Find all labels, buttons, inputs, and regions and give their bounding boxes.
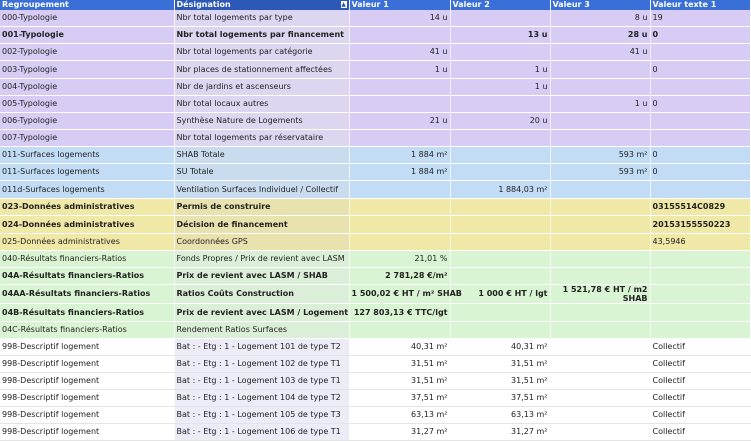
cell-designation[interactable]	[174, 181, 349, 199]
cell-regroupement-text: 04A-Résultats financiers-Ratios	[2, 271, 145, 280]
cell-valeur-2[interactable]	[450, 216, 550, 234]
cell-valeur-texte-1[interactable]	[650, 181, 750, 199]
cell-valeur-3-text: 28 u	[627, 30, 648, 39]
table-row[interactable]	[0, 44, 750, 61]
cell-designation-text: Rendement Ratios Surfaces	[176, 325, 288, 334]
cell-valeur-texte-1-text: Collectif	[652, 359, 685, 368]
cell-valeur-texte-1[interactable]	[650, 216, 750, 234]
cell-valeur-1[interactable]	[349, 96, 450, 113]
cell-valeur-1[interactable]	[349, 322, 450, 339]
cell-valeur-texte-1[interactable]	[650, 373, 750, 390]
cell-regroupement[interactable]	[0, 147, 174, 164]
cell-regroupement[interactable]	[0, 424, 174, 441]
cell-designation-text: Ventilation Surfaces Individuel / Collectif	[176, 184, 339, 194]
cell-designation-text: Nbr de jardins et ascenseurs	[176, 82, 291, 91]
table-row[interactable]	[0, 356, 750, 373]
cell-regroupement-text: 998-Descriptif logement	[2, 410, 100, 419]
cell-valeur-texte-1[interactable]	[650, 285, 750, 304]
cell-valeur-3[interactable]	[550, 164, 650, 181]
cell-valeur-texte-1-text: Collectif	[652, 427, 685, 436]
cell-designation-text: Nbr total logements par réservataire	[176, 133, 324, 142]
column-header-designation-label: Désignation	[176, 0, 231, 9]
cell-regroupement-text: 04C-Résultats financiers-Ratios	[2, 325, 127, 334]
cell-valeur-1[interactable]	[349, 407, 450, 424]
cell-valeur-2[interactable]	[450, 373, 550, 390]
column-header-valeur-texte-1[interactable]: Valeur texte 1	[650, 0, 750, 10]
table-row[interactable]	[0, 285, 750, 304]
cell-valeur-3[interactable]	[550, 234, 650, 251]
cell-valeur-texte-1[interactable]	[650, 164, 750, 181]
cell-valeur-texte-1[interactable]	[650, 339, 750, 356]
cell-valeur-1[interactable]	[349, 44, 450, 61]
cell-valeur-3[interactable]	[550, 356, 650, 373]
table-row[interactable]	[0, 304, 750, 322]
cell-valeur-1-text: 37,51 m²	[411, 393, 448, 402]
cell-valeur-3-text: 593 m²	[618, 167, 648, 176]
cell-valeur-texte-1[interactable]	[650, 424, 750, 441]
cell-valeur-texte-1[interactable]	[650, 390, 750, 407]
cell-designation-text: Bat : - Etg : 1 - Logement 105 de type T3	[176, 410, 341, 419]
cell-valeur-1[interactable]	[349, 10, 450, 27]
cell-regroupement-text: 006-Typologie	[2, 116, 58, 125]
cell-valeur-1-text: 31,27 m²	[411, 427, 448, 436]
table-row[interactable]	[0, 130, 750, 147]
cell-designation[interactable]	[174, 285, 349, 304]
table-row[interactable]	[0, 164, 750, 181]
cell-valeur-2[interactable]	[450, 251, 550, 268]
cell-designation-text: SHAB Totale	[176, 150, 225, 159]
cell-designation-text: Synthèse Nature de Logements	[176, 116, 303, 125]
cell-valeur-1[interactable]	[349, 181, 450, 199]
cell-valeur-texte-1[interactable]	[650, 199, 750, 216]
cell-valeur-2[interactable]	[450, 181, 550, 199]
cell-valeur-3[interactable]	[550, 216, 650, 234]
cell-valeur-2-text: 63,13 m²	[511, 410, 548, 419]
cell-valeur-3[interactable]	[550, 424, 650, 441]
cell-valeur-1-text: 2 781,28 €/m²	[385, 271, 448, 280]
cell-valeur-3[interactable]	[550, 10, 650, 27]
cell-regroupement[interactable]	[0, 268, 174, 285]
cell-valeur-2-text: 37,51 m²	[511, 393, 548, 402]
cell-valeur-2-text: 1 000 € HT / lgt	[478, 289, 548, 298]
cell-regroupement[interactable]	[0, 164, 174, 181]
cell-valeur-3[interactable]	[550, 268, 650, 285]
table-row[interactable]	[0, 216, 750, 234]
cell-valeur-1[interactable]	[349, 424, 450, 441]
table-row[interactable]	[0, 27, 750, 44]
cell-valeur-3[interactable]	[550, 27, 650, 44]
cell-valeur-texte-1[interactable]	[650, 113, 750, 130]
cell-regroupement-text: 003-Typologie	[2, 64, 58, 74]
cell-valeur-texte-1-text: 20153155550223	[652, 219, 731, 229]
column-header-valeur-2[interactable]: Valeur 2	[450, 0, 550, 10]
cell-designation-text: Bat : - Etg : 1 - Logement 102 de type T1	[176, 359, 341, 368]
cell-valeur-2[interactable]	[450, 390, 550, 407]
cell-valeur-1-text: 1 u	[434, 64, 448, 74]
cell-valeur-texte-1[interactable]	[650, 251, 750, 268]
cell-valeur-1-text: 21 u	[429, 116, 448, 125]
cell-regroupement[interactable]	[0, 199, 174, 216]
cell-valeur-texte-1[interactable]	[650, 356, 750, 373]
cell-valeur-texte-1-text: 0	[652, 64, 658, 74]
cell-designation-text: Prix de revient avec LASM / SHAB	[176, 271, 328, 280]
table-row[interactable]	[0, 251, 750, 268]
cell-valeur-3[interactable]	[550, 181, 650, 199]
cell-regroupement[interactable]	[0, 113, 174, 130]
cell-valeur-1[interactable]	[349, 27, 450, 44]
cell-valeur-texte-1[interactable]	[650, 322, 750, 339]
cell-designation[interactable]	[174, 339, 349, 356]
cell-regroupement-text: 998-Descriptif logement	[2, 427, 100, 436]
cell-valeur-2[interactable]	[450, 339, 550, 356]
cell-valeur-texte-1[interactable]	[650, 407, 750, 424]
cell-designation[interactable]	[174, 216, 349, 234]
cell-designation-text: Nbr total logements par financement	[176, 30, 344, 39]
cell-valeur-2[interactable]	[450, 407, 550, 424]
cell-valeur-2-text: 1 u	[534, 82, 548, 91]
cell-designation[interactable]	[174, 113, 349, 130]
cell-valeur-texte-1[interactable]	[650, 130, 750, 147]
cell-designation[interactable]	[174, 373, 349, 390]
cell-valeur-2-text: 20 u	[529, 116, 548, 125]
cell-valeur-3[interactable]	[550, 251, 650, 268]
cell-valeur-2-text: 13 u	[527, 30, 548, 39]
cell-valeur-2-text: 31,51 m²	[511, 376, 548, 385]
cell-designation[interactable]	[174, 27, 349, 44]
cell-regroupement[interactable]	[0, 251, 174, 268]
cell-valeur-1[interactable]	[349, 61, 450, 79]
cell-valeur-1[interactable]	[349, 356, 450, 373]
cell-valeur-texte-1[interactable]	[650, 10, 750, 27]
cell-valeur-texte-1-text: Collectif	[652, 342, 685, 351]
cell-valeur-1[interactable]	[349, 130, 450, 147]
cell-valeur-3[interactable]	[550, 390, 650, 407]
cell-designation[interactable]	[174, 424, 349, 441]
cell-valeur-texte-1[interactable]	[650, 79, 750, 96]
cell-valeur-texte-1[interactable]	[650, 27, 750, 44]
cell-valeur-1-text: 41 u	[429, 47, 448, 56]
cell-valeur-1-text: 127 803,13 € TTC/lgt	[353, 307, 448, 317]
cell-designation[interactable]	[174, 10, 349, 27]
cell-regroupement[interactable]	[0, 339, 174, 356]
cell-regroupement-text: 998-Descriptif logement	[2, 342, 100, 351]
cell-valeur-3[interactable]	[550, 44, 650, 61]
cell-valeur-1-text: 31,51 m²	[411, 376, 448, 385]
cell-valeur-texte-1-text: 0	[652, 30, 659, 39]
cell-designation[interactable]	[174, 390, 349, 407]
cell-valeur-3[interactable]	[550, 304, 650, 322]
cell-regroupement[interactable]	[0, 407, 174, 424]
cell-valeur-2[interactable]	[450, 79, 550, 96]
cell-valeur-texte-1[interactable]	[650, 234, 750, 251]
table-row[interactable]	[0, 96, 750, 113]
cell-designation-text: Bat : - Etg : 1 - Logement 103 de type T1	[176, 376, 341, 385]
cell-valeur-2[interactable]	[450, 199, 550, 216]
table-row[interactable]	[0, 424, 750, 441]
cell-valeur-1-text: 1 884 m²	[411, 150, 448, 159]
cell-valeur-texte-1[interactable]	[650, 147, 750, 164]
cell-designation[interactable]	[174, 61, 349, 79]
table-row[interactable]	[0, 61, 750, 79]
cell-valeur-2[interactable]	[450, 130, 550, 147]
cell-regroupement-text: 001-Typologie	[2, 30, 64, 39]
cell-valeur-2[interactable]	[450, 147, 550, 164]
column-header-valeur-3[interactable]: Valeur 3	[550, 0, 650, 10]
cell-regroupement[interactable]	[0, 44, 174, 61]
cell-valeur-texte-1[interactable]	[650, 96, 750, 113]
cell-valeur-texte-1-text: 0	[652, 99, 658, 108]
cell-designation[interactable]	[174, 164, 349, 181]
cell-valeur-2[interactable]	[450, 356, 550, 373]
cell-designation-text: Fonds Propres / Prix de revient avec LASM	[176, 254, 345, 263]
column-header-valeur-1[interactable]: Valeur 1	[349, 0, 450, 10]
sort-indicator-icon[interactable]: ▲	[341, 1, 346, 8]
cell-regroupement[interactable]	[0, 10, 174, 27]
cell-designation[interactable]	[174, 268, 349, 285]
cell-regroupement[interactable]	[0, 356, 174, 373]
table-row[interactable]	[0, 407, 750, 424]
cell-valeur-texte-1-text: 0	[652, 167, 658, 176]
cell-valeur-texte-1-text: Collectif	[652, 410, 685, 419]
cell-regroupement-text: 011-Surfaces logements	[2, 167, 100, 176]
cell-designation-text: Coordonnées GPS	[176, 237, 248, 246]
cell-valeur-1[interactable]	[349, 390, 450, 407]
cell-valeur-3[interactable]	[550, 322, 650, 339]
cell-valeur-1-text: 40,31 m²	[411, 342, 448, 351]
cell-regroupement-text: 998-Descriptif logement	[2, 393, 100, 402]
cell-designation[interactable]	[174, 234, 349, 251]
cell-valeur-1[interactable]	[349, 251, 450, 268]
cell-valeur-2[interactable]	[450, 234, 550, 251]
cell-valeur-2-text: 40,31 m²	[511, 342, 548, 351]
cell-regroupement[interactable]	[0, 216, 174, 234]
table-row[interactable]	[0, 199, 750, 216]
cell-valeur-1-text: 1 500,02 € HT / m² SHAB	[351, 289, 462, 298]
cell-valeur-3[interactable]	[550, 407, 650, 424]
cell-regroupement[interactable]	[0, 304, 174, 322]
cell-valeur-1[interactable]	[349, 164, 450, 181]
cell-designation[interactable]	[174, 79, 349, 96]
cell-valeur-3-text: 41 u	[629, 47, 648, 56]
cell-designation-text: Permis de construire	[176, 202, 271, 211]
cell-valeur-1[interactable]	[349, 285, 462, 304]
cell-valeur-2[interactable]	[450, 96, 550, 113]
cell-designation[interactable]	[174, 96, 349, 113]
cell-valeur-1[interactable]	[349, 268, 450, 285]
cell-valeur-3-text: 8 u	[634, 13, 648, 22]
cell-regroupement[interactable]	[0, 96, 174, 113]
cell-regroupement-text: 007-Typologie	[2, 133, 58, 142]
cell-valeur-1-text: 21,01 %	[414, 254, 448, 263]
cell-regroupement[interactable]	[0, 373, 174, 390]
cell-designation[interactable]	[174, 199, 349, 216]
cell-regroupement-text: 998-Descriptif logement	[2, 359, 100, 368]
cell-regroupement[interactable]	[0, 322, 174, 339]
cell-regroupement-text: 011-Surfaces logements	[2, 150, 100, 159]
cell-valeur-1-text: 63,13 m²	[411, 410, 448, 419]
cell-regroupement-text: 002-Typologie	[2, 47, 58, 56]
cell-valeur-3-text: 1 521,78 € HT / m2 SHAB	[562, 285, 648, 303]
cell-valeur-3[interactable]	[550, 285, 650, 304]
cell-regroupement-text: 04B-Résultats financiers-Ratios	[2, 307, 144, 317]
cell-designation[interactable]	[174, 130, 349, 147]
table-row[interactable]	[0, 181, 750, 199]
cell-designation-text: SU Totale	[176, 167, 214, 176]
cell-designation[interactable]	[174, 147, 349, 164]
cell-valeur-2-text: 31,51 m²	[511, 359, 548, 368]
table-row[interactable]	[0, 373, 750, 390]
header-row	[0, 0, 750, 10]
column-header-regroupement[interactable]: Regroupement	[0, 0, 174, 10]
cell-valeur-1[interactable]	[349, 199, 450, 216]
cell-valeur-1[interactable]	[349, 304, 450, 322]
cell-valeur-1[interactable]	[349, 216, 450, 234]
cell-valeur-2[interactable]	[450, 268, 550, 285]
cell-valeur-2[interactable]	[450, 322, 550, 339]
cell-designation[interactable]	[174, 251, 349, 268]
cell-designation[interactable]	[174, 304, 349, 322]
cell-valeur-2[interactable]	[450, 424, 550, 441]
table-row[interactable]	[0, 390, 750, 407]
cell-valeur-2-text: 1 u	[534, 64, 548, 74]
cell-regroupement[interactable]	[0, 181, 174, 199]
cell-regroupement[interactable]	[0, 234, 174, 251]
cell-valeur-texte-1-text: Collectif	[652, 393, 685, 402]
cell-regroupement[interactable]	[0, 27, 174, 44]
cell-regroupement-text: 023-Données administratives	[2, 202, 135, 211]
cell-designation[interactable]	[174, 356, 349, 373]
cell-regroupement-text: 024-Données administratives	[2, 219, 135, 229]
cell-designation-text: Ratios Coûts Construction	[176, 289, 294, 298]
cell-regroupement[interactable]	[0, 79, 174, 96]
cell-designation-text: Prix de revient avec LASM / Logement	[176, 307, 349, 317]
cell-valeur-3[interactable]	[550, 130, 650, 147]
table-row[interactable]	[0, 10, 750, 27]
table-row[interactable]	[0, 79, 750, 96]
cell-valeur-1[interactable]	[349, 147, 450, 164]
column-header-designation[interactable]	[174, 0, 349, 10]
cell-valeur-3-text: 1 u	[634, 99, 648, 108]
cell-valeur-texte-1-text: Collectif	[652, 376, 685, 385]
cell-regroupement-text: 040-Résultats financiers-Ratios	[2, 254, 127, 263]
table-row[interactable]	[0, 268, 750, 285]
cell-regroupement-text: 000-Typologie	[2, 13, 58, 22]
cell-valeur-2[interactable]	[450, 113, 550, 130]
table-row[interactable]	[0, 113, 750, 130]
cell-valeur-1[interactable]	[349, 79, 450, 96]
cell-valeur-1-text: 31,51 m²	[411, 359, 448, 368]
cell-valeur-texte-1-text: 03155514C0829	[652, 202, 726, 211]
cell-designation[interactable]	[174, 322, 349, 339]
cell-valeur-texte-1[interactable]	[650, 304, 750, 322]
cell-valeur-1[interactable]	[349, 113, 450, 130]
cell-valeur-1[interactable]	[349, 373, 450, 390]
cell-valeur-3[interactable]	[550, 96, 650, 113]
table-row[interactable]	[0, 339, 750, 356]
cell-valeur-3[interactable]	[550, 79, 650, 96]
cell-valeur-3[interactable]	[550, 61, 650, 79]
cell-designation-text: Décision de financement	[176, 219, 288, 229]
cell-valeur-texte-1[interactable]	[650, 268, 750, 285]
cell-valeur-texte-1[interactable]	[650, 61, 750, 79]
cell-regroupement[interactable]	[0, 61, 174, 79]
cell-valeur-texte-1-text: 0	[652, 150, 658, 159]
cell-designation-text: Nbr total logements par type	[176, 13, 293, 22]
cell-valeur-2[interactable]	[450, 44, 550, 61]
cell-regroupement-text: 005-Typologie	[2, 99, 58, 108]
cell-regroupement-text: 011d-Surfaces logements	[2, 184, 105, 194]
cell-designation[interactable]	[174, 407, 349, 424]
table-row[interactable]	[0, 322, 750, 339]
cell-designation[interactable]	[174, 44, 349, 61]
cell-valeur-2[interactable]	[450, 285, 550, 304]
cell-valeur-2-text: 31,27 m²	[511, 427, 548, 436]
cell-regroupement[interactable]	[0, 390, 174, 407]
cell-valeur-1-text: 14 u	[429, 13, 448, 22]
cell-valeur-1-text: 1 884 m²	[411, 167, 448, 176]
table-row[interactable]	[0, 147, 750, 164]
cell-regroupement[interactable]	[0, 285, 174, 304]
cell-valeur-3[interactable]	[550, 373, 650, 390]
cell-regroupement-text: 004-Typologie	[2, 82, 58, 91]
cell-valeur-3[interactable]	[550, 199, 650, 216]
cell-designation-text: Nbr total locaux autres	[176, 99, 269, 108]
cell-valeur-1[interactable]	[349, 339, 450, 356]
cell-valeur-2-text: 1 884,03 m²	[498, 184, 548, 194]
cell-valeur-1[interactable]	[349, 234, 450, 251]
cell-regroupement-text: 025-Données administratives	[2, 237, 120, 246]
cell-designation-text: Nbr total logements par catégorie	[176, 47, 313, 56]
cell-valeur-2[interactable]	[450, 164, 550, 181]
table-row[interactable]	[0, 234, 750, 251]
cell-valeur-3-text: 593 m²	[618, 150, 648, 159]
cell-valeur-2[interactable]	[450, 10, 550, 27]
cell-valeur-3[interactable]	[550, 147, 650, 164]
cell-designation-text: Nbr places de stationnement affectées	[176, 64, 333, 74]
cell-valeur-2[interactable]	[450, 304, 550, 322]
cell-regroupement-text: 04AA-Résultats financiers-Ratios	[2, 289, 151, 298]
cell-designation-text: Bat : - Etg : 1 - Logement 104 de type T2	[176, 393, 341, 402]
cell-valeur-texte-1[interactable]	[650, 44, 750, 61]
cell-regroupement[interactable]	[0, 130, 174, 147]
cell-regroupement-text: 998-Descriptif logement	[2, 376, 100, 385]
cell-valeur-2[interactable]	[450, 27, 550, 44]
cell-valeur-texte-1-text: 43,5946	[652, 237, 686, 246]
cell-designation-text: Bat : - Etg : 1 - Logement 106 de type T1	[176, 427, 341, 436]
cell-valeur-2[interactable]	[450, 61, 550, 79]
cell-valeur-3[interactable]	[550, 339, 650, 356]
cell-designation-text: Bat : - Etg : 1 - Logement 101 de type T2	[176, 342, 341, 351]
cell-valeur-3[interactable]	[550, 113, 650, 130]
cell-valeur-texte-1-text: 19	[652, 13, 663, 22]
